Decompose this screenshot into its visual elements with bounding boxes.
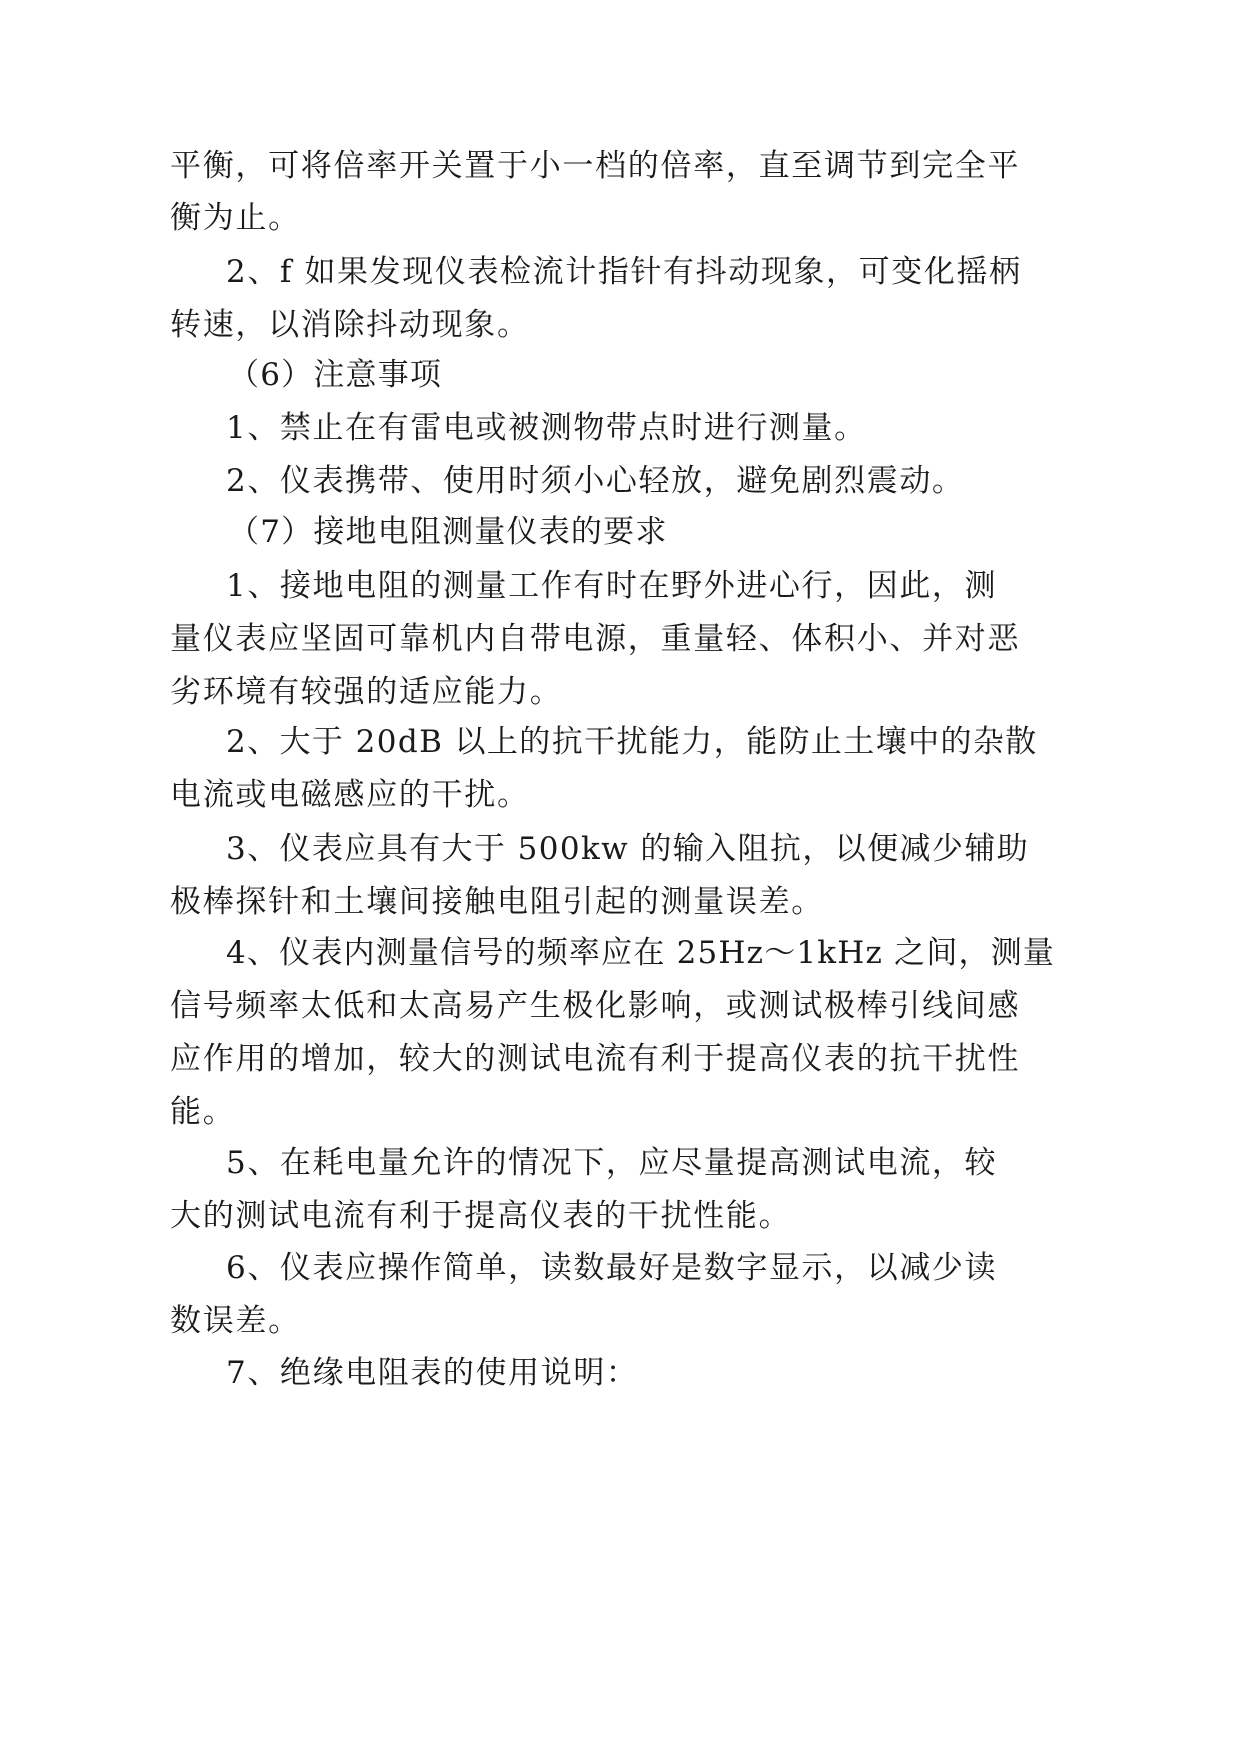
text-line: 电流或电磁感应的干扰。	[170, 777, 530, 813]
text-line: 1、禁止在有雷电或被测物带点时进行测量。	[226, 410, 867, 446]
text-line: 4、仪表内测量信号的频率应在 25Hz～1kHz 之间，测量	[226, 935, 1056, 971]
text-line: 信号频率太低和太高易产生极化影响，或测试极棒引线间感	[170, 988, 1021, 1024]
text-line: 极棒探针和土壤间接触电阻引起的测量误差。	[170, 884, 824, 920]
section-heading: （6）注意事项	[228, 357, 443, 393]
text-line: 能。	[170, 1094, 236, 1130]
text-line: 大的测试电流有利于提高仪表的干扰性能。	[170, 1198, 792, 1234]
text-line: 量仪表应坚固可靠机内自带电源，重量轻、体积小、并对恶	[170, 621, 1021, 657]
text-line: 6、仪表应操作简单，读数最好是数字显示，以减少读	[226, 1250, 998, 1286]
text-line: 转速，以消除抖动现象。	[170, 307, 530, 343]
text-line: 应作用的增加，较大的测试电流有利于提高仪表的抗干扰性	[170, 1041, 1021, 1077]
text-line: 劣环境有较强的适应能力。	[170, 674, 563, 710]
text-line: 衡为止。	[170, 200, 301, 236]
text-line: 平衡，可将倍率开关置于小一档的倍率，直至调节到完全平	[170, 148, 1021, 184]
text-line: 5、在耗电量允许的情况下，应尽量提高测试电流，较	[226, 1145, 998, 1181]
text-line: 2、大于 20dB 以上的抗干扰能力，能防止土壤中的杂散	[226, 724, 1038, 760]
section-heading: （7）接地电阻测量仪表的要求	[228, 514, 668, 550]
text-line: 7、绝缘电阻表的使用说明：	[226, 1355, 639, 1391]
text-line: 3、仪表应具有大于 500kw 的输入阻抗，以便减少辅助	[226, 831, 1030, 867]
text-line: 2、f 如果发现仪表检流计指针有抖动现象，可变化摇柄	[226, 254, 1022, 290]
text-line: 1、接地电阻的测量工作有时在野外进心行，因此，测	[226, 568, 998, 604]
text-line: 2、仪表携带、使用时须小心轻放，避免剧烈震动。	[226, 463, 965, 499]
text-line: 数误差。	[170, 1303, 301, 1339]
